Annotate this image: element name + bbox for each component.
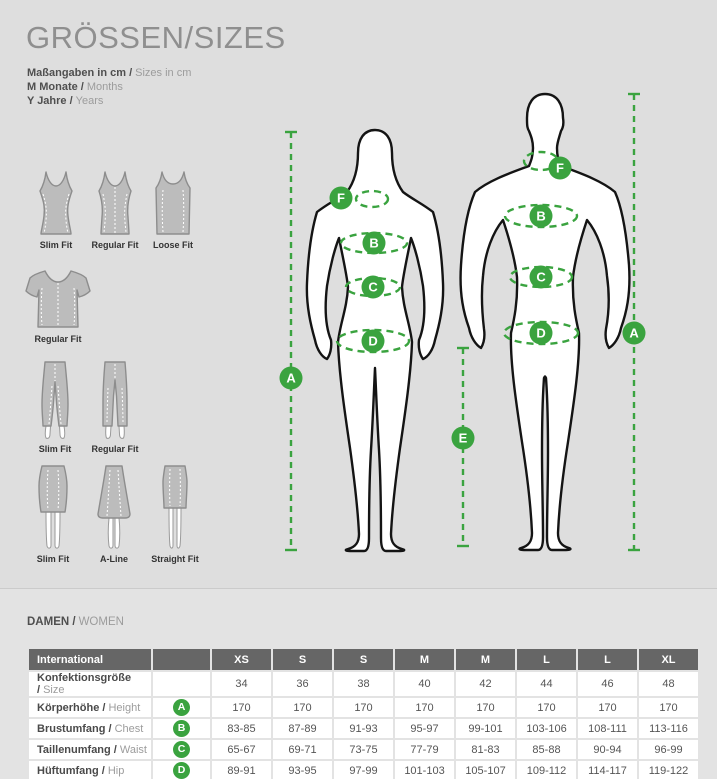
tank-top-regular-fit-icon xyxy=(91,170,139,250)
marker-badge-inseam xyxy=(452,427,475,450)
cell: 34 xyxy=(212,672,271,696)
units-legend xyxy=(27,66,191,108)
cell: 85-88 xyxy=(517,740,576,759)
garment-label: Regular Fit xyxy=(91,240,139,250)
svg-text:F: F xyxy=(337,190,345,206)
table-row-size xyxy=(29,672,698,696)
cell: 73-75 xyxy=(334,740,393,759)
marker-badge-male-hip xyxy=(530,322,553,345)
row-marker-cell xyxy=(153,719,210,738)
cell: 44 xyxy=(517,672,576,696)
row-label: Konfektionsgröße / Size xyxy=(29,672,151,696)
skirt-slim-graphic xyxy=(36,464,70,550)
marker-badge-male-neck xyxy=(549,157,572,180)
cell: 69-71 xyxy=(273,740,332,759)
cell: 170 xyxy=(639,698,698,717)
table-header-row xyxy=(29,649,698,670)
cell: 101-103 xyxy=(395,761,454,779)
garment-label: Loose Fit xyxy=(153,240,193,250)
row-label: Brustumfang / Chest xyxy=(29,719,151,738)
skirt-aline-graphic xyxy=(94,464,134,550)
col-header-l2: L xyxy=(578,649,637,670)
svg-text:A: A xyxy=(629,325,639,341)
cell: 114-117 xyxy=(578,761,637,779)
cell: 108-111 xyxy=(578,719,637,738)
marker-badge-male-height xyxy=(623,322,646,345)
legend-line-years: Y Jahre / Years xyxy=(27,95,104,107)
tank-top-loose-fit-icon xyxy=(153,170,193,250)
row-marker-cell xyxy=(153,761,210,779)
marker-badge-a: A xyxy=(173,699,190,716)
cell: 90-94 xyxy=(578,740,637,759)
svg-text:C: C xyxy=(368,279,378,295)
figures-graphic xyxy=(265,80,685,580)
tank-top-slim-fit-icon xyxy=(36,170,76,250)
col-header-xs: XS xyxy=(212,649,271,670)
legend-line-cm: Maßangaben in cm / Sizes in cm xyxy=(27,67,192,79)
table-row-chest xyxy=(29,719,698,738)
pants-regular-graphic xyxy=(100,360,130,440)
legend-line-months: M Monate / Months xyxy=(27,81,123,93)
col-header-marker xyxy=(153,649,210,670)
cell: 170 xyxy=(212,698,271,717)
marker-badge-female-chest xyxy=(363,232,386,255)
tank-regular-graphic xyxy=(95,170,135,236)
female-height-line xyxy=(285,132,297,550)
cell: 99-101 xyxy=(456,719,515,738)
marker-badge-d: D xyxy=(173,762,190,779)
row-marker-cell xyxy=(153,740,210,759)
cell: 89-91 xyxy=(212,761,271,779)
col-header-s1: S xyxy=(273,649,332,670)
marker-badge-c: C xyxy=(173,741,190,758)
cell: 103-106 xyxy=(517,719,576,738)
cell: 91-93 xyxy=(334,719,393,738)
cell: 105-107 xyxy=(456,761,515,779)
col-header-xl: XL xyxy=(639,649,698,670)
cell: 170 xyxy=(578,698,637,717)
cell: 38 xyxy=(334,672,393,696)
row-marker-cell xyxy=(153,698,210,717)
garment-label: Regular Fit xyxy=(34,334,82,344)
table-row-height xyxy=(29,698,698,717)
cell: 95-97 xyxy=(395,719,454,738)
row-label: Taillenumfang / Waist xyxy=(29,740,151,759)
marker-badge-b: B xyxy=(173,720,190,737)
row-marker-cell xyxy=(153,672,210,696)
cell: 46 xyxy=(578,672,637,696)
col-header-international: International xyxy=(29,649,151,670)
col-header-m2: M xyxy=(456,649,515,670)
cell: 170 xyxy=(273,698,332,717)
marker-badge-male-chest xyxy=(530,205,553,228)
cell: 170 xyxy=(334,698,393,717)
tank-loose-graphic xyxy=(153,170,193,236)
svg-text:B: B xyxy=(536,208,546,224)
cell: 77-79 xyxy=(395,740,454,759)
page-title: GRÖSSEN/SIZES xyxy=(26,20,286,55)
cell: 40 xyxy=(395,672,454,696)
row-label: Körperhöhe / Height xyxy=(29,698,151,717)
pants-regular-fit-icon xyxy=(91,360,139,454)
tshirt-graphic xyxy=(25,268,91,330)
skirt-a-line-icon xyxy=(94,464,134,564)
pants-slim-graphic xyxy=(37,360,73,440)
pants-slim-fit-icon xyxy=(37,360,73,454)
tank-slim-graphic xyxy=(36,170,76,236)
cell: 65-67 xyxy=(212,740,271,759)
col-header-l1: L xyxy=(517,649,576,670)
cell: 97-99 xyxy=(334,761,393,779)
cell: 170 xyxy=(395,698,454,717)
cell: 36 xyxy=(273,672,332,696)
skirt-straight-fit-icon xyxy=(151,464,199,564)
skirt-straight-graphic xyxy=(160,464,190,550)
col-header-m1: M xyxy=(395,649,454,670)
marker-badge-male-waist xyxy=(530,266,553,289)
skirt-slim-fit-icon xyxy=(36,464,70,564)
svg-text:C: C xyxy=(536,269,546,285)
table-row-waist xyxy=(29,740,698,759)
body-measurement-diagram xyxy=(265,80,685,580)
svg-text:D: D xyxy=(536,325,546,341)
cell: 81-83 xyxy=(456,740,515,759)
section-label-women: DAMEN / WOMEN xyxy=(27,616,124,628)
garment-label: Straight Fit xyxy=(151,554,199,564)
garment-label: Regular Fit xyxy=(91,444,139,454)
garment-label: Slim Fit xyxy=(36,554,70,564)
cell: 113-116 xyxy=(639,719,698,738)
svg-text:D: D xyxy=(368,333,378,349)
svg-text:F: F xyxy=(556,160,564,176)
svg-text:A: A xyxy=(286,370,296,386)
table-row-hip xyxy=(29,761,698,779)
svg-text:E: E xyxy=(458,430,468,446)
cell: 109-112 xyxy=(517,761,576,779)
svg-text:B: B xyxy=(369,235,379,251)
marker-badge-female-waist xyxy=(362,276,385,299)
cell: 119-122 xyxy=(639,761,698,779)
cell: 83-85 xyxy=(212,719,271,738)
tshirt-regular-fit-icon xyxy=(25,268,91,344)
col-header-s2: S xyxy=(334,649,393,670)
marker-badge-female-height xyxy=(280,367,303,390)
marker-badge-female-hip xyxy=(362,330,385,353)
garment-label: A-Line xyxy=(100,554,128,564)
row-label: Hüftumfang / Hip xyxy=(29,761,151,779)
cell: 93-95 xyxy=(273,761,332,779)
cell: 170 xyxy=(456,698,515,717)
garment-label: Slim Fit xyxy=(39,240,73,250)
cell: 48 xyxy=(639,672,698,696)
marker-badge-female-neck xyxy=(330,187,353,210)
garment-label: Slim Fit xyxy=(38,444,72,454)
cell: 42 xyxy=(456,672,515,696)
women-sizes-table xyxy=(27,647,700,779)
cell: 170 xyxy=(517,698,576,717)
cell: 87-89 xyxy=(273,719,332,738)
cell: 96-99 xyxy=(639,740,698,759)
